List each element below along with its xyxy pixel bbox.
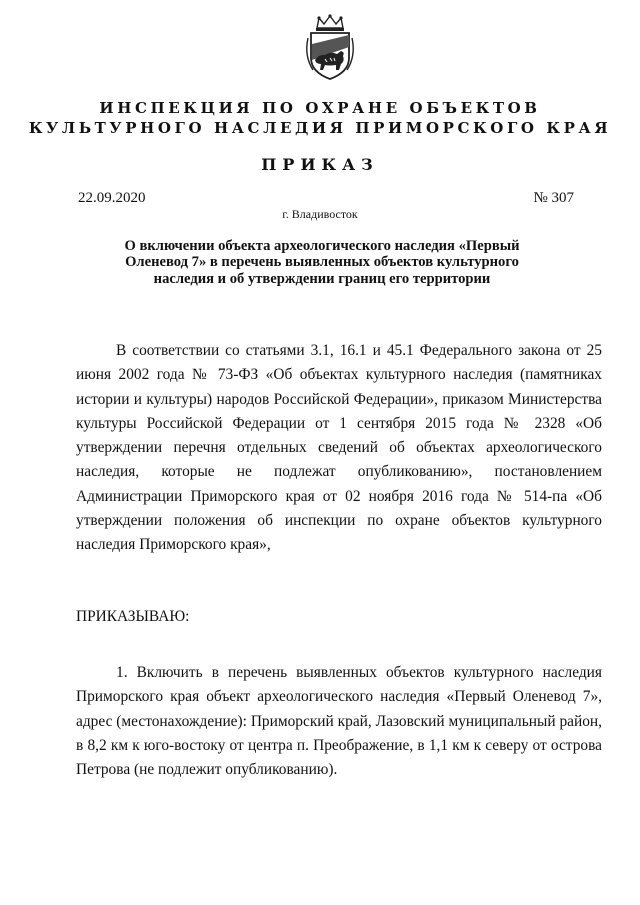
order-item-1: 1. Включить в перечень выявленных объектов культурного наследия Приморского края объект археологического наследия «Первый Оленевод 7», адрес (местонахождение): Приморский край, Лазовский муниципальный район, в 8,2 км к юго-востоку от центра п. Преображение, в 1,1 км к северу от острова Петрова (не подлежит опубликованию).: [76, 664, 602, 779]
organization-name-line1: ИНСПЕКЦИЯ ПО ОХРАНЕ ОБЪЕКТОВ: [99, 99, 541, 117]
document-type-title: ПРИКАЗ: [261, 155, 379, 174]
organization-name-line2: КУЛЬТУРНОГО НАСЛЕДИЯ ПРИМОРСКОГО КРАЯ: [28, 119, 612, 137]
coat-of-arms-icon: [301, 14, 359, 82]
order-subject: О включении объекта археологического наследия «Первый Оленевод 7» в перечень выявленных объектов культурного наследия и об утверждении границ его территории: [124, 238, 520, 287]
issue-city: г. Владивосток: [282, 207, 358, 221]
order-number: № 307: [533, 190, 574, 206]
preamble-paragraph: В соответствии со статьями 3.1, 16.1 и 45.1 Федерального закона от 25 июня 2002 года № 73-ФЗ «Об объектах культурного наследия (памятниках истории и культуры) народов Российской Федерации», приказом Министерства культуры Российской Федерации от 1 сентября 2015 года № 2328 «Об утверждении перечня отдельных сведений об объектах археологического наследия, которые не подлежат опубликованию», постановлением Администрации Приморского края от 02 ноября 2016 года № 514-па «Об утверждении положения об инспекции по охране объектов культурного наследия Приморского края»,: [76, 342, 602, 554]
decree-word: ПРИКАЗЫВАЮ:: [76, 608, 190, 625]
order-date: 22.09.2020: [78, 190, 146, 206]
